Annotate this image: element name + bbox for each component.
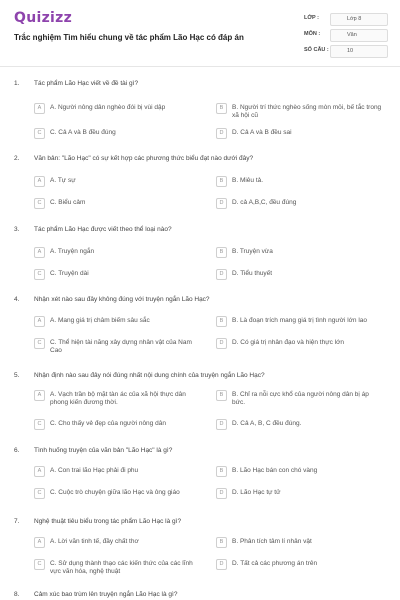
question-text: Nhận xét nào sau đây không đúng với truyện ngắn Lão Hạc? — [34, 296, 210, 303]
option-a[interactable] — [34, 315, 200, 333]
option-text: B. Truyện vừa — [232, 248, 273, 255]
question-number: 5. — [14, 372, 20, 379]
meta-label: MÔN : — [304, 31, 321, 37]
question-number: 1. — [14, 80, 20, 87]
question-number: 3. — [14, 226, 20, 233]
option-letter: B — [216, 103, 227, 114]
option-text: C. Biểu cảm — [50, 199, 86, 206]
option-text: A. Truyện ngắn — [50, 248, 95, 255]
meta-panel — [304, 12, 388, 60]
option-d[interactable] — [216, 337, 382, 355]
option-c[interactable] — [34, 337, 200, 355]
option-b[interactable] — [216, 315, 382, 333]
meta-label: LỚP : — [304, 15, 319, 21]
option-a[interactable] — [34, 536, 200, 554]
option-text: A. Người nông dân nghèo đói bị vùi dập — [50, 104, 166, 111]
option-text: A. Mang giá trị châm biếm sâu sắc — [50, 317, 150, 324]
option-b[interactable] — [216, 389, 382, 407]
option-text: D. Tất cả các phương án trên — [232, 560, 318, 567]
option-a[interactable] — [34, 102, 200, 120]
option-letter: A — [34, 466, 45, 477]
meta-value: 10 — [330, 45, 388, 58]
option-text: A. Vạch trần bộ mặt tàn ác của xã hội thực dân phong kiến đương thời. — [50, 391, 186, 406]
question-number: 8. — [14, 591, 20, 598]
meta-row-subject — [304, 28, 388, 44]
option-letter: A — [34, 537, 45, 548]
option-text: D. Cả A, B, C đều đúng. — [232, 420, 302, 427]
option-letter: C — [34, 198, 45, 209]
option-letter: B — [216, 316, 227, 327]
option-text: C. Thể hiện tài năng xây dựng nhân vật của Nam Cao — [50, 339, 192, 354]
option-b[interactable] — [216, 246, 382, 264]
option-letter: B — [216, 390, 227, 401]
option-text: A. Tự sự — [50, 177, 76, 184]
option-a[interactable] — [34, 389, 200, 407]
option-text: A. Con trai lão Hạc phải đi phu — [50, 467, 139, 474]
option-c[interactable] — [34, 487, 200, 505]
option-b[interactable] — [216, 175, 382, 193]
option-letter: A — [34, 316, 45, 327]
option-letter: C — [34, 419, 45, 430]
quizizz-logo: Quizizz — [14, 10, 73, 26]
option-text: C. Truyện dài — [50, 270, 89, 277]
option-c[interactable] — [34, 558, 200, 576]
option-letter: B — [216, 176, 227, 187]
question-text: Cảm xúc bao trùm lên truyện ngắn Lão Hạc là gì? — [34, 591, 178, 598]
option-text: B. Người trí thức nghèo sống mòn mỏi, bế tắc trong xã hội cũ — [232, 104, 382, 119]
option-d[interactable] — [216, 127, 382, 145]
option-letter: B — [216, 537, 227, 548]
option-a[interactable] — [34, 175, 200, 193]
question-text: Nhận định nào sau đây nói đúng nhất nội dung chính của truyện ngắn Lão Hạc? — [34, 372, 265, 379]
option-letter: B — [216, 247, 227, 258]
option-text: C. Cuộc trò chuyện giữa lão Hạc và ông giáo — [50, 489, 180, 496]
option-letter: B — [216, 466, 227, 477]
option-letter: A — [34, 103, 45, 114]
question-number: 6. — [14, 447, 20, 454]
option-letter: D — [216, 198, 227, 209]
option-text: B. Lão Hạc bán con chó vàng — [232, 467, 318, 474]
option-letter: C — [34, 128, 45, 139]
option-text: D. Tiểu thuyết — [232, 270, 273, 277]
option-letter: D — [216, 419, 227, 430]
meta-label: SỐ CÂU : — [304, 47, 329, 53]
meta-row-count — [304, 44, 388, 60]
option-text: A. Lời văn tinh tế, đầy chất thơ — [50, 538, 139, 545]
header-divider — [0, 66, 400, 67]
option-c[interactable] — [34, 268, 200, 286]
option-text: D. Có giá trị nhân đạo và hiện thực lớn — [232, 339, 344, 346]
option-text: C. Sử dụng thành thạo các kiến thức của các lĩnh vực văn hóa, nghệ thuật — [50, 560, 193, 575]
meta-value: Lớp 8 — [330, 13, 388, 26]
question-number: 7. — [14, 518, 20, 525]
option-b[interactable] — [216, 536, 382, 554]
option-letter: A — [34, 176, 45, 187]
option-b[interactable] — [216, 102, 382, 120]
option-d[interactable] — [216, 268, 382, 286]
option-letter: A — [34, 247, 45, 258]
option-c[interactable] — [34, 197, 200, 215]
question-text: Văn bản: "Lão Hạc" có sự kết hợp các phương thức biểu đạt nào dưới đây? — [34, 155, 254, 162]
option-d[interactable] — [216, 487, 382, 505]
meta-value: Văn — [330, 29, 388, 42]
option-d[interactable] — [216, 197, 382, 215]
question-number: 2. — [14, 155, 20, 162]
option-text: D. Cả A và B đều sai — [232, 129, 292, 136]
option-text: C. Cho thấy vẻ đẹp của người nông dân — [50, 420, 166, 427]
meta-row-class — [304, 12, 388, 28]
question-text: Tác phẩm Lão Hạc được viết theo thể loại nào? — [34, 226, 172, 233]
option-letter: C — [34, 338, 45, 349]
option-a[interactable] — [34, 246, 200, 264]
option-letter: A — [34, 390, 45, 401]
option-a[interactable] — [34, 465, 200, 483]
option-text: C. Cả A và B đều đúng — [50, 129, 116, 136]
option-b[interactable] — [216, 465, 382, 483]
question-text: Tác phẩm Lão Hạc viết về đề tài gì? — [34, 80, 139, 87]
question-text: Tình huống truyện của văn bản "Lão Hạc" là gì? — [34, 447, 173, 454]
page-title: Trắc nghiệm Tìm hiểu chung về tác phẩm Lão Hạc có đáp án — [14, 33, 244, 42]
option-c[interactable] — [34, 418, 200, 436]
option-d[interactable] — [216, 418, 382, 436]
option-text: D. Lão Hạc tự tử — [232, 489, 281, 496]
option-letter: D — [216, 269, 227, 280]
question-number: 4. — [14, 296, 20, 303]
option-text: B. Phân tích tâm lí nhân vật — [232, 538, 312, 545]
option-letter: D — [216, 338, 227, 349]
worksheet-header — [0, 0, 400, 64]
option-letter: D — [216, 559, 227, 570]
option-text: B. Chỉ ra nỗi cực khổ của người nông dân bị áp bức. — [232, 391, 369, 406]
option-letter: C — [34, 559, 45, 570]
option-letter: C — [34, 269, 45, 280]
option-letter: D — [216, 488, 227, 499]
question-text: Nghệ thuật tiêu biểu trong tác phẩm Lão Hạc là gì? — [34, 518, 182, 525]
option-text: B. Miêu tả. — [232, 177, 264, 184]
option-text: D. cả A,B,C, đều đúng — [232, 199, 297, 206]
option-c[interactable] — [34, 127, 200, 145]
option-text: B. Là đoạn trích mang giá trị tình người lớn lao — [232, 317, 368, 324]
option-letter: C — [34, 488, 45, 499]
option-letter: D — [216, 128, 227, 139]
option-d[interactable] — [216, 558, 382, 576]
